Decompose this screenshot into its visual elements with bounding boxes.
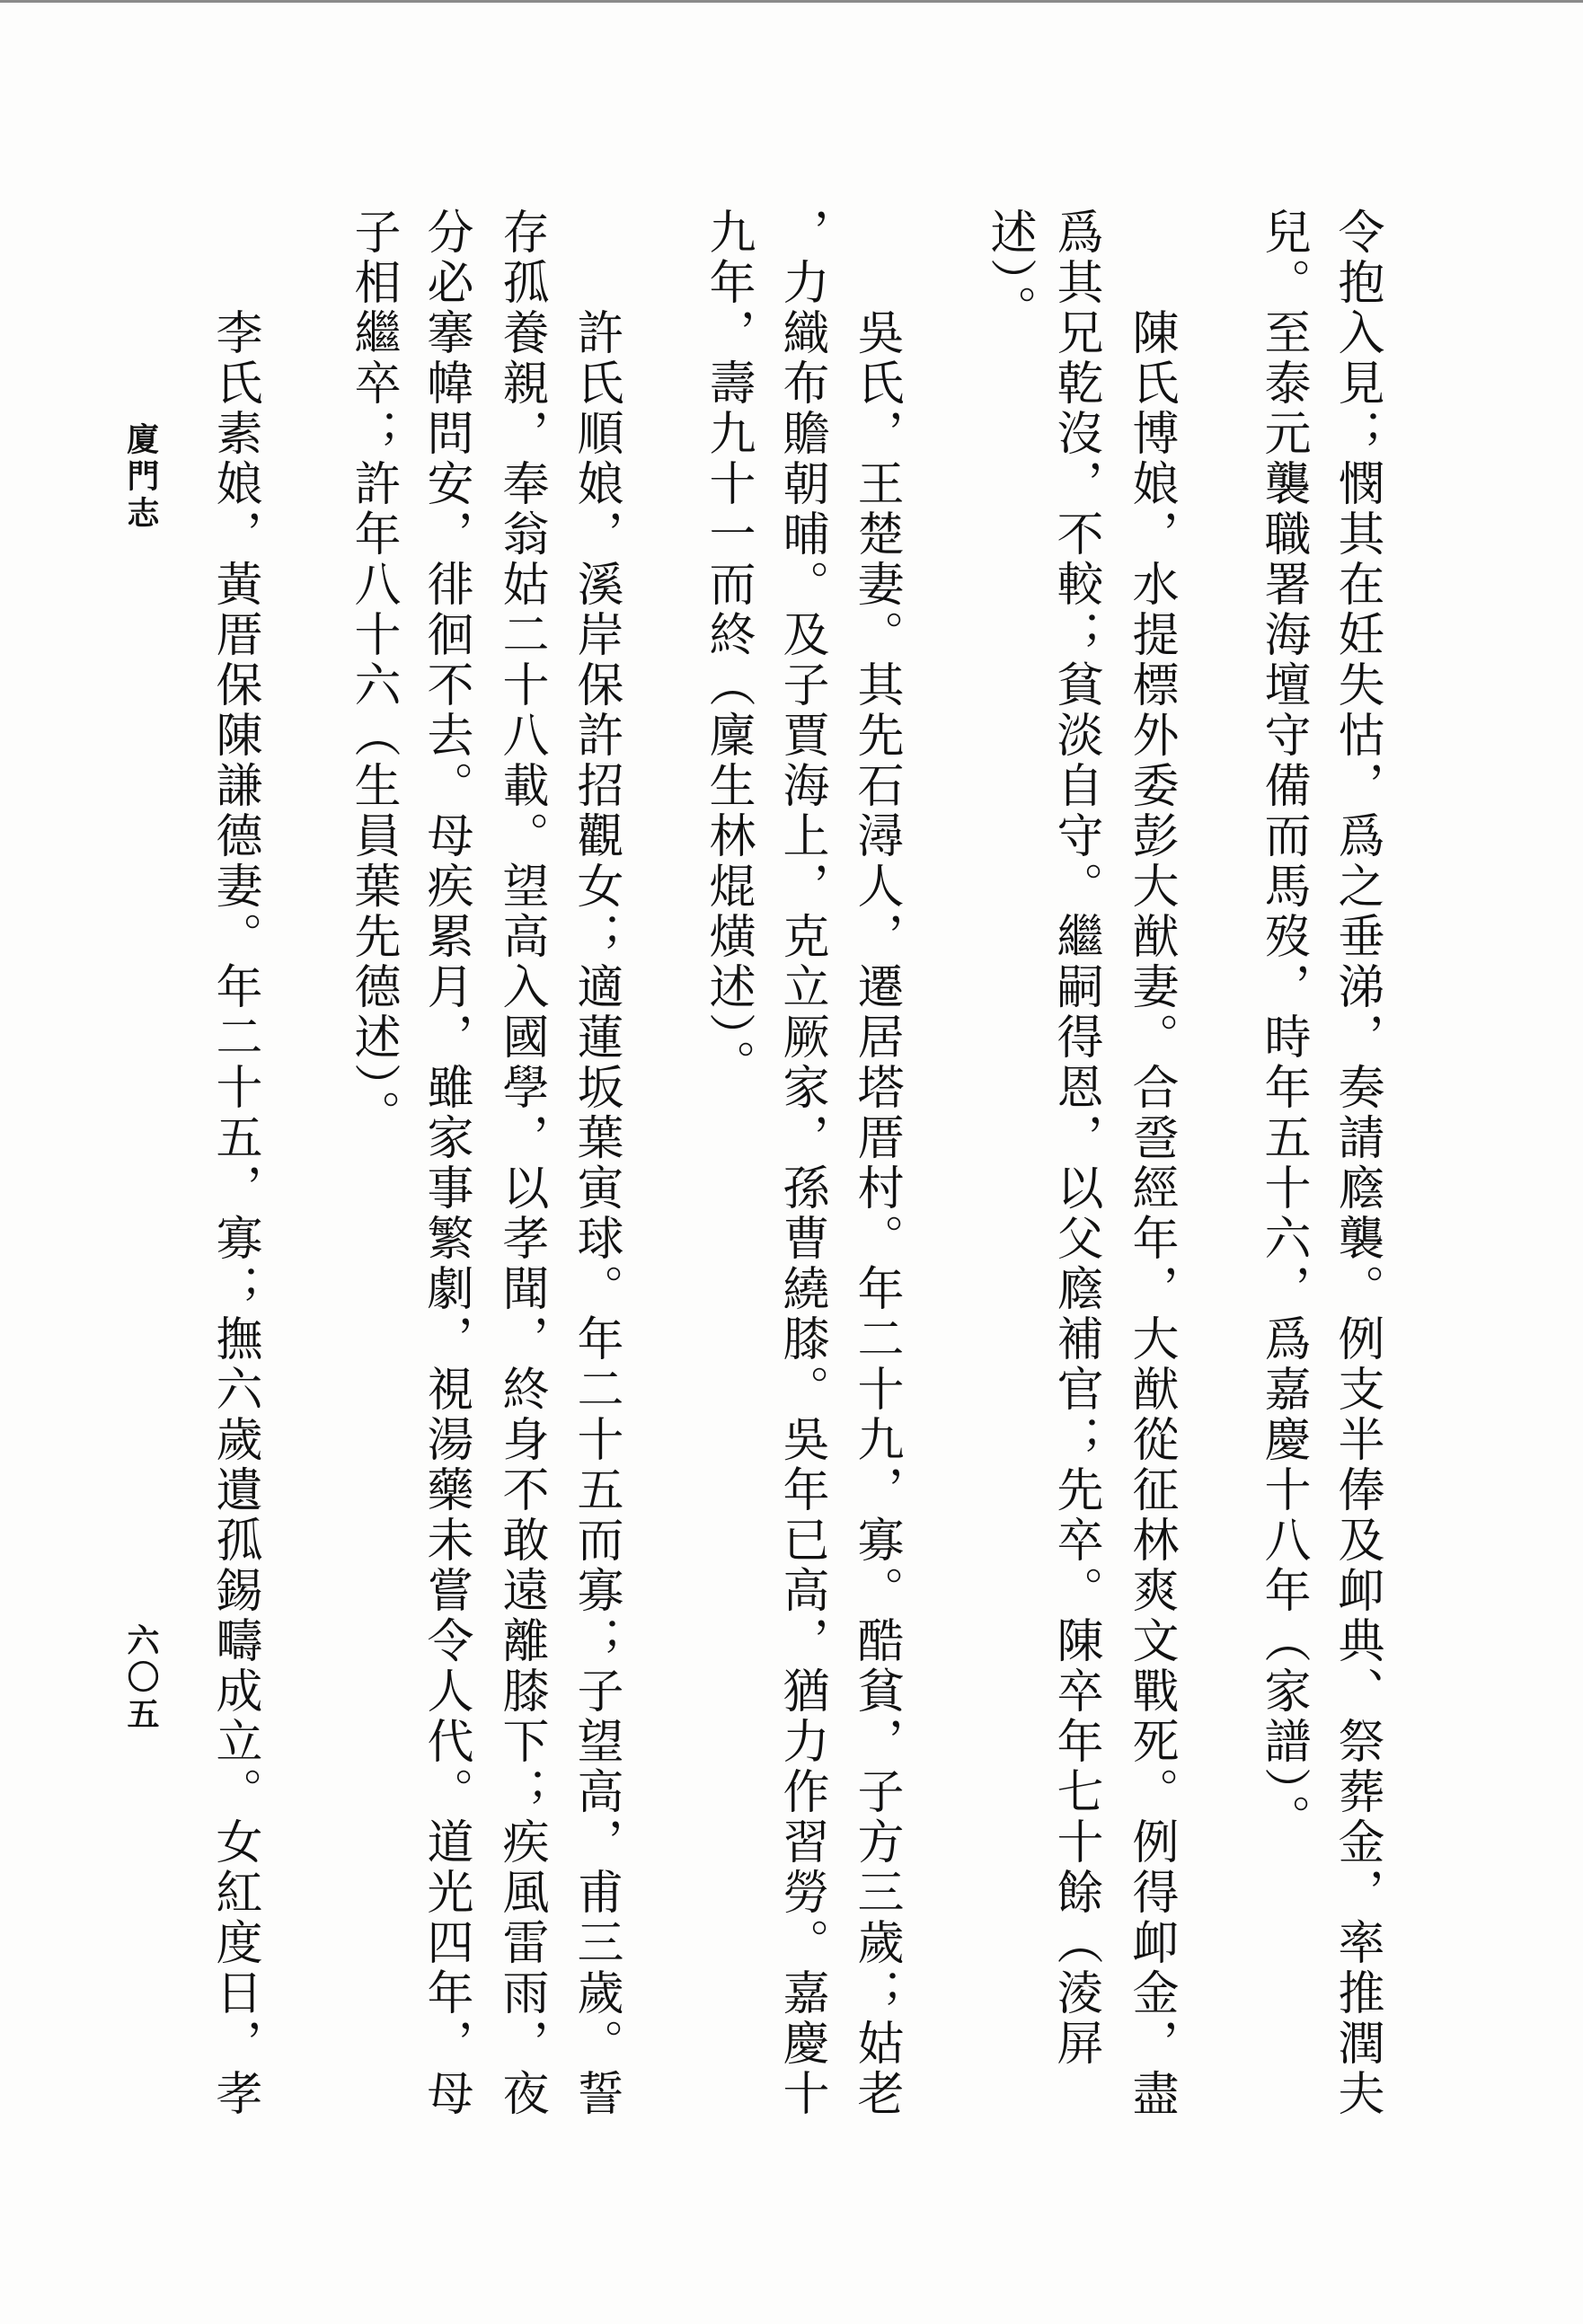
page-number: 六〇五 — [122, 1623, 160, 1734]
text-column: 九年，壽九十一而終（廩生林焜熿述）。 — [701, 208, 755, 1090]
text-column: 令抱入見；憫其在妊失怙，爲之垂涕，奏請廕襲。例支半俸及卹典、祭葬金，率推潤夫 — [1330, 208, 1384, 2119]
text-column: ，力織布贍朝晡。及子賈海上，克立厥家，孫曹繞膝。吳年已高，猶力作習勞。嘉慶十 — [774, 208, 828, 2119]
text-column: 子相繼卒；許年八十六（生員葉先德述）。 — [346, 208, 400, 1140]
text-column: 分必搴幃問安，徘徊不去。母疾累月，雖家事繁劇，視湯藥未嘗令人代。道光四年，母 — [419, 208, 473, 2119]
text-column: 存孤養親，奉翁姑二十八載。望高入國學，以孝聞，終身不敢遠離膝下；疾風雷雨，夜 — [494, 208, 548, 2119]
text-column: 許氏順娘，溪岸保許招觀女；適蓮坂葉寅球。年二十五而寡；子望高，甫三歲。誓 — [569, 308, 623, 2119]
text-column: 陳氏博娘，水提標外委彭大猷妻。合巹經年，大猷從征林爽文戰死。例得卹金，盡 — [1124, 308, 1178, 2119]
text-column: 述）。 — [982, 208, 1036, 335]
text-column: 吳氏，王楚妻。其先石潯人，遷居塔厝村。年二十九，寡。酷貧，子方三歲；姑老 — [849, 308, 903, 2119]
running-title: 廈門志 — [122, 422, 160, 533]
text-column: 李氏素娘，黃厝保陳謙德妻。年二十五，寡；撫六歲遺孤錫疇成立。女紅度日，孝 — [208, 308, 261, 2119]
scan-top-edge — [0, 0, 1583, 3]
text-column: 爲其兄乾沒，不較；貧淡自守。繼嗣得恩，以父廕補官；先卒。陳卒年七十餘（淩屏 — [1048, 208, 1102, 2069]
text-column: 兒。至泰元襲職署海壇守備而馬歿，時年五十六，爲嘉慶十八年（家譜）。 — [1256, 208, 1310, 1844]
